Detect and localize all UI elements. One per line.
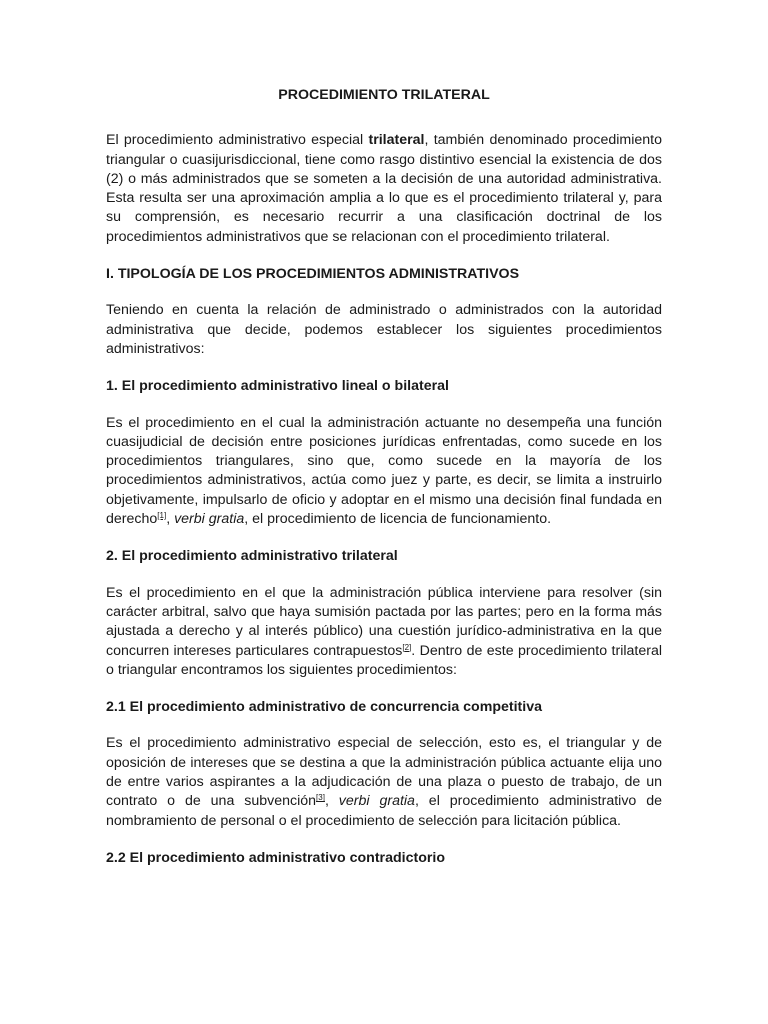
concurrencia-italic: verbi gratia xyxy=(338,793,415,810)
concurrencia-text-3: , el procedimiento administrativo de nombramiento de personal o el procedimiento de selección para licitación pública. xyxy=(106,793,662,829)
subheading-concurrencia: 2.1 El procedimiento administrativo de concurrencia competitiva xyxy=(106,699,542,716)
section-tipologia-paragraph: Teniendo en cuenta la relación de administrado o administrados con la autoridad administrativa que decide, podemos establecer los siguientes procedimientos administrativos: xyxy=(106,302,662,357)
footnote-ref-3[interactable]: [3] xyxy=(316,793,325,803)
footnote-ref-2[interactable]: [2] xyxy=(402,642,412,652)
concurrencia-paragraph xyxy=(106,734,662,830)
section-heading-tipologia: I. TIPOLOGÍA DE LOS PROCEDIMIENTOS ADMINISTRATIVOS xyxy=(106,266,520,283)
lineal-italic: verbi gratia xyxy=(174,511,245,528)
intro-text-1: El procedimiento administrativo especial xyxy=(106,132,369,149)
page-title: PROCEDIMIENTO TRILATERAL xyxy=(278,87,490,103)
subheading-trilateral: 2. El procedimiento administrativo trilateral xyxy=(106,548,398,565)
lineal-paragraph xyxy=(106,414,662,530)
lineal-text-3: , el procedimiento de licencia de funcionamiento. xyxy=(244,511,552,528)
document-body xyxy=(106,86,662,868)
lineal-text-1: Es el procedimiento en el cual la administración actuante no desempeña una función cuasijudicial de decisión entre posiciones jurídicas enfrentadas, como sucede en los procedimientos triangulares, sino que, como sucede en la mayoría de los procedimientos administrativos, actúa como juez y parte, es decir, se limita a instruirlo objetivamente, impulsarlo de oficio y adoptar en el mismo una decisión final fundada en derecho xyxy=(106,414,662,528)
concurrencia-text-2: , xyxy=(324,793,339,810)
concurrencia-text-1: Es el procedimiento administrativo especial de selección, esto es, el triangular y de oposición de intereses que se destina a que la administración pública actuante elija uno de entre varios aspirantes a la adjudicación de una plaza o puesto de trabajo, de un contrato o de una subvención xyxy=(106,735,662,810)
lineal-text-2: , xyxy=(166,511,175,528)
intro-bold-term: trilateral xyxy=(368,132,425,149)
intro-text-2: , también denominado procedimiento triangular o cuasijurisdiccional, tiene como rasgo distintivo esencial la existencia de dos (2) o más administrados que se someten a la decisión de una autoridad administrativa. Esta resulta ser una aproximación amplia a lo que es el procedimiento trilateral y, para su comprensión, es necesario recurrir a una clasificación doctrinal de los procedimientos administrativos que se relacionan con el procedimiento trilateral. xyxy=(106,132,662,245)
intro-paragraph xyxy=(106,131,662,247)
trilateral-paragraph xyxy=(106,584,662,680)
subheading-contradictorio: 2.2 El procedimiento administrativo contradictorio xyxy=(106,849,445,866)
trilateral-text-2: . Dentro de este procedimiento trilateral o triangular encontramos los siguientes procedimientos: xyxy=(106,642,662,678)
subheading-lineal: 1. El procedimiento administrativo lineal o bilateral xyxy=(106,378,449,395)
trilateral-text-1: Es el procedimiento en el que la administración pública interviene para resolver (sin carácter arbitral, salvo que haya sumisión pactada por las partes; pero en la forma más ajustada a derecho y al interés público) una cuestión jurídico-administrativa en la que concurren intereses particulares contrapuestos xyxy=(106,584,662,659)
footnote-ref-1[interactable]: [1] xyxy=(157,511,167,521)
